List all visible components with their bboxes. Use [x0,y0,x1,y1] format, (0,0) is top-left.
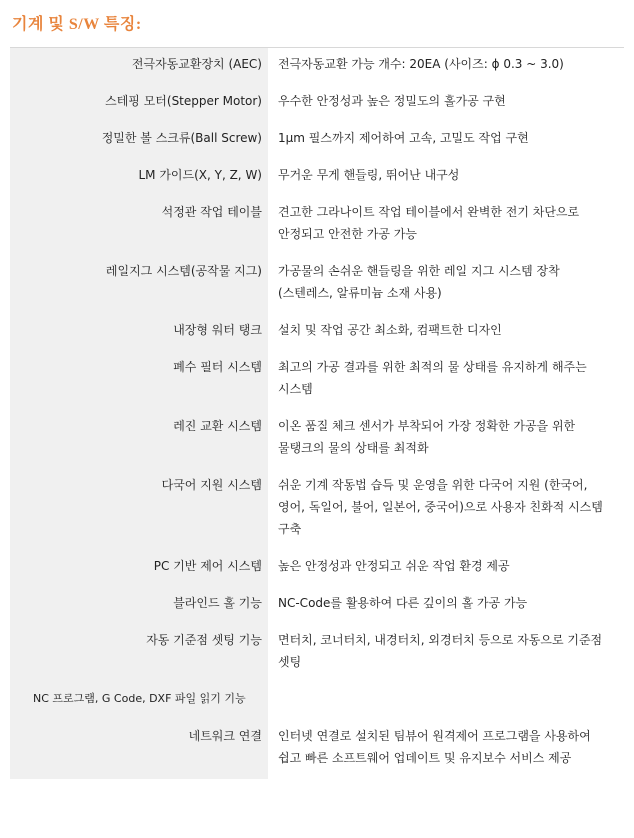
spec-row [10,255,624,314]
spec-label: 내장형 워터 탱크 [10,314,268,351]
spec-label: 레진 교환 시스템 [10,410,268,469]
spec-value: NC-Code를 활용하여 다른 깊이의 홀 가공 가능 [278,596,528,610]
spec-label: 폐수 필터 시스템 [10,351,268,410]
spec-label: 레일지그 시스템(공작물 지그) [10,255,268,314]
spec-row [10,48,624,85]
spec-row [10,587,624,624]
spec-value: 전극자동교환 가능 개수: 20EA (사이즈: ϕ 0.3 ~ 3.0) [278,57,564,71]
spec-row [10,410,624,469]
page-title: 기계 및 S/W 특징: [12,16,142,33]
spec-value: 1μm 필스까지 제어하여 고속, 고밀도 작업 구현 [278,131,529,145]
spec-value: 가공물의 손쉬운 핸들링을 위한 레일 지그 시스템 장착 (스텐레스, 알류미늄 소재 사용) [278,264,560,300]
spec-row [10,550,624,587]
spec-label: 다국어 지원 시스템 [10,469,268,550]
spec-value: 우수한 안정성과 높은 정밀도의 홀가공 구현 [278,94,506,108]
spec-label: 자동 기준점 셋팅 기능 [10,624,268,683]
spec-row [10,683,624,720]
spec-row [10,624,624,683]
spec-label: 블라인드 홀 기능 [10,587,268,624]
spec-row [10,720,624,779]
spec-row [10,314,624,351]
spec-value: 이온 품질 체크 센서가 부착되어 가장 정확한 가공을 위한 물탱크의 물의 상태를 최적화 [278,419,576,455]
spec-row [10,85,624,122]
spec-label: 석정관 작업 테이블 [10,196,268,255]
spec-value [268,683,624,720]
spec-label: NC 프로그램, G Code, DXF 파일 읽기 기능 [10,683,268,720]
spec-row [10,122,624,159]
spec-value: 쉬운 기계 작동법 습득 및 운영을 위한 다국어 지원 (한국어, 영어, 독일어, 불어, 일본어, 중국어)으로 사용자 친화적 시스템 구축 [278,478,603,536]
spec-row [10,351,624,410]
spec-value: 설치 및 작업 공간 최소화, 컴팩트한 디자인 [278,323,502,337]
spec-label: 전극자동교환장치 (AEC) [10,48,268,85]
spec-value: 면터치, 코너터치, 내경터치, 외경터치 등으로 자동으로 기준점 셋팅 [278,633,603,669]
spec-row [10,159,624,196]
spec-value: 최고의 가공 결과를 위한 최적의 물 상태를 유지하게 해주는 시스템 [278,360,587,396]
spec-value: 높은 안정성과 안정되고 쉬운 작업 환경 제공 [278,559,510,573]
spec-label: 정밀한 볼 스크류(Ball Screw) [10,122,268,159]
spec-value: 인터넷 연결로 설치된 팀뷰어 원격제어 프로그램을 사용하여 쉽고 빠른 소프트웨어 업데이트 및 유지보수 서비스 제공 [278,729,591,765]
spec-label: LM 가이드(X, Y, Z, W) [10,159,268,196]
spec-table [10,47,624,779]
spec-label: 네트워크 연결 [10,720,268,779]
spec-row [10,469,624,550]
spec-value: 견고한 그라나이트 작업 테이블에서 완벽한 전기 차단으로 안정되고 안전한 가공 가능 [278,205,580,241]
spec-label: 스테핑 모터(Stepper Motor) [10,85,268,122]
spec-row [10,196,624,255]
spec-value: 무거운 무게 핸들링, 뛰어난 내구성 [278,168,460,182]
spec-label: PC 기반 제어 시스템 [10,550,268,587]
